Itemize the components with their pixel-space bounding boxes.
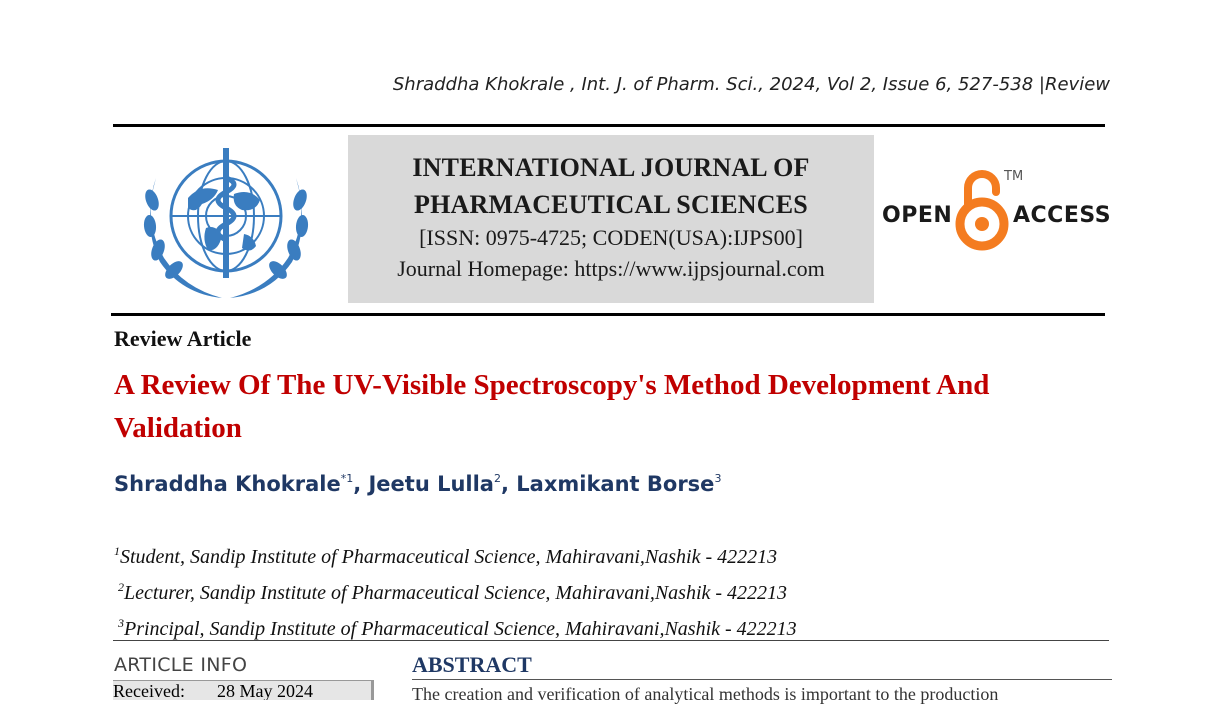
open-access-logo — [880, 166, 1110, 256]
author-name[interactable]: Shraddha Khokrale — [114, 472, 341, 496]
affiliation — [114, 608, 797, 644]
author-list — [114, 472, 721, 496]
article-info-heading: ARTICLE INFO — [114, 654, 248, 676]
article-info-box — [113, 680, 374, 700]
received-value: 28 May 2024 — [217, 681, 313, 700]
affiliation-sup: 3 — [118, 616, 124, 630]
author-sup: 3 — [714, 472, 722, 485]
received-label: Received: — [113, 681, 185, 700]
affiliation-list — [114, 536, 797, 644]
affiliation — [114, 572, 797, 608]
open-access-access-text: ACCESS — [1013, 203, 1112, 228]
affiliation-text: Lecturer, Sandip Institute of Pharmaceutical Science, Mahiravani,Nashik - 422213 — [124, 582, 788, 604]
banner-rule — [111, 313, 1105, 316]
open-access-open-text: OPEN — [882, 203, 953, 228]
author-sep: , — [500, 472, 517, 496]
journal-banner — [348, 135, 874, 303]
journal-title-line2: PHARMACEUTICAL SCIENCES — [414, 190, 808, 219]
header-rule — [113, 124, 1105, 127]
journal-homepage: Journal Homepage: https://www.ijpsjournal.com — [397, 256, 825, 281]
journal-logo-emblem — [126, 138, 326, 308]
affiliation-text: Student, Sandip Institute of Pharmaceutical Science, Mahiravani,Nashik - 422213 — [120, 546, 778, 568]
abstract-rule — [412, 679, 1112, 680]
abstract-text: The creation and verification of analytical methods is important to the production — [412, 684, 999, 704]
author-sep: , — [353, 472, 369, 496]
affiliation-text: Principal, Sandip Institute of Pharmaceutical Science, Mahiravani,Nashik - 422213 — [124, 618, 797, 640]
affiliation-sup: 2 — [118, 580, 124, 594]
affiliation-sup: 1 — [114, 544, 120, 558]
author-name[interactable]: Jeetu Lulla — [368, 472, 494, 496]
journal-issn: [ISSN: 0975-4725; CODEN(USA):IJPS00] — [419, 225, 803, 250]
abstract-heading: ABSTRACT — [412, 652, 532, 677]
paper-title: A Review Of The UV-Visible Spectroscopy's Method Development And Validation — [114, 369, 990, 444]
journal-title-line1: INTERNATIONAL JOURNAL OF — [412, 153, 810, 182]
author-name[interactable]: Laxmikant Borse — [516, 472, 715, 496]
article-type: Review Article — [114, 326, 252, 351]
running-header: Shraddha Khokrale , Int. J. of Pharm. Sci., 2024, Vol 2, Issue 6, 527-538 |Review — [392, 74, 1110, 95]
author-sup: 2 — [493, 472, 501, 485]
author-sup: *1 — [340, 472, 354, 485]
open-access-tm: TM — [1004, 169, 1024, 184]
section-rule — [113, 640, 1109, 641]
affiliation — [114, 536, 797, 572]
